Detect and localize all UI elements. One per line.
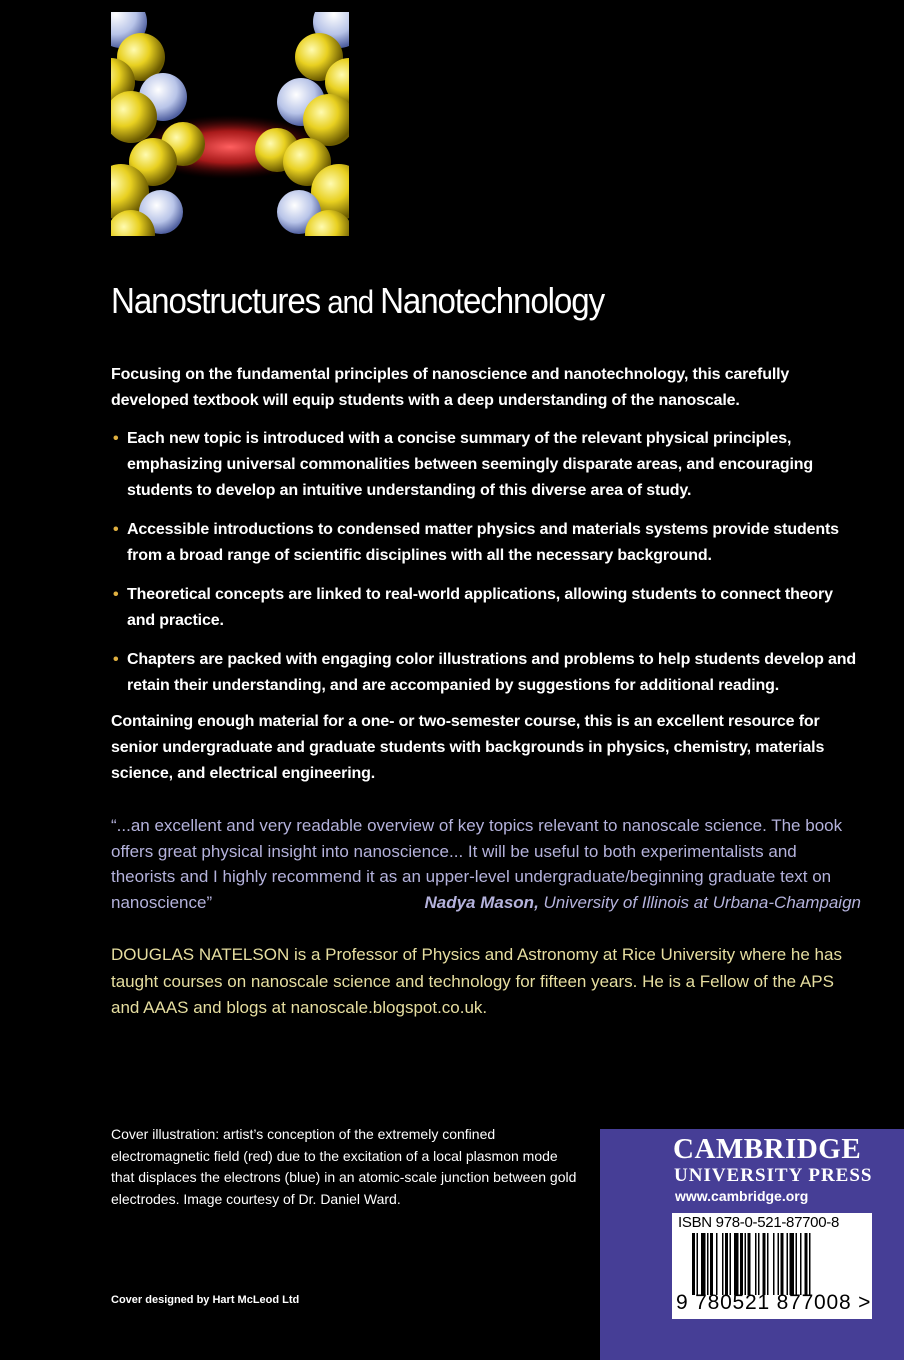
barcode-bar bbox=[758, 1233, 760, 1295]
book-title: Nanostructures and Nanotechnology bbox=[111, 280, 605, 321]
barcode-bar bbox=[716, 1233, 718, 1295]
bullet-item: • Theoretical concepts are linked to real-world applications, allowing students to connect theory and practice. bbox=[113, 586, 833, 629]
quote-attribution: Nadya Mason, University of Illinois at Urbana-Champaign bbox=[424, 892, 861, 912]
intro-paragraph: Focusing on the fundamental principles of nanoscience and nanotechnology, this carefully developed textbook will equip students with a deep understanding of the nanoscale. bbox=[111, 366, 790, 409]
barcode-bar bbox=[809, 1233, 811, 1295]
bullet-item: • Each new topic is introduced with a concise summary of the relevant physical principles, emphasizing universal commonalities between seemingly disparate areas, and encouraging students to develop an intuitive understanding of this diverse area of study. bbox=[113, 430, 813, 499]
barcode-bar bbox=[725, 1233, 728, 1295]
author-bio: DOUGLAS NATELSON is a Professor of Physics and Astronomy at Rice University where he has taught courses on nanoscale science and technology for fifteen years. He is a Fellow of the APS and AAAS and blogs at nanoscale.blogspot.co.uk. bbox=[111, 945, 842, 1017]
barcode-bar bbox=[773, 1233, 775, 1295]
barcode-bar bbox=[755, 1233, 757, 1295]
barcode-bar bbox=[805, 1233, 808, 1295]
barcode-bar bbox=[730, 1233, 732, 1295]
designer-credit: Cover designed by Hart McLeod Ltd bbox=[111, 1294, 300, 1306]
barcode-digits: 9 780521 877008 > bbox=[676, 1291, 872, 1314]
barcode-bar bbox=[701, 1233, 706, 1295]
publisher-logo: CAMBRIDGE bbox=[673, 1133, 862, 1165]
barcode-bar bbox=[778, 1233, 780, 1295]
barcode-bar bbox=[767, 1233, 769, 1295]
barcode-bar bbox=[787, 1233, 789, 1295]
barcode-bar bbox=[781, 1233, 784, 1295]
barcode-bar bbox=[734, 1233, 739, 1295]
barcode-bar bbox=[740, 1233, 743, 1295]
bullet-item: • Accessible introductions to condensed matter physics and materials systems provide students from a broad range of scientific disciplines with all the necessary background. bbox=[113, 521, 839, 564]
barcode-bar bbox=[763, 1233, 766, 1295]
barcode-bar bbox=[710, 1233, 713, 1295]
barcode-bar bbox=[748, 1233, 751, 1295]
description bbox=[111, 362, 861, 787]
closing-paragraph: Containing enough material for a one- or two-semester course, this is an excellent resource for senior undergraduate and graduate students with backgrounds in physics, chemistry, materials science, and electrical engineering. bbox=[111, 713, 825, 782]
barcode bbox=[672, 1213, 872, 1319]
barcode-bar bbox=[745, 1233, 747, 1295]
review-quote: “...an excellent and very readable overview of key topics relevant to nanoscale science. The book offers great physical insight into nanoscience... It will be useful to both experimentalists and theorists and I highly recommend it as an upper-level undergraduate/beginning graduate text on nanoscience” Nadya Mason, University of Illinois at Urbana-Champaign bbox=[111, 813, 861, 915]
barcode-bar bbox=[722, 1233, 724, 1295]
barcode-bar bbox=[692, 1233, 695, 1295]
barcode-bar bbox=[790, 1233, 795, 1295]
barcode-bar bbox=[697, 1233, 699, 1295]
cover-illustration bbox=[111, 12, 349, 236]
isbn: ISBN 978-0-521-87700-8 bbox=[678, 1214, 840, 1231]
publisher-block bbox=[600, 1129, 904, 1360]
publisher-url: www.cambridge.org bbox=[675, 1188, 809, 1204]
barcode-bars bbox=[692, 1233, 856, 1295]
barcode-bar bbox=[707, 1233, 709, 1295]
publisher-press: UNIVERSITY PRESS bbox=[674, 1165, 873, 1186]
bullet-item: • Chapters are packed with engaging color illustrations and problems to help students develop and retain their understanding, and are accompanied by suggestions for additional reading. bbox=[113, 651, 856, 694]
barcode-bar bbox=[796, 1233, 798, 1295]
cover-credit: Cover illustration: artist’s conception of the extremely confined electromagnetic field (red) due to the excitation of a local plasmon mode that displaces the electrons (blue) in an atomic-scale junction between gold electrodes. Image courtesy of Dr. Daniel Ward. bbox=[111, 1126, 577, 1207]
barcode-bar bbox=[800, 1233, 802, 1295]
